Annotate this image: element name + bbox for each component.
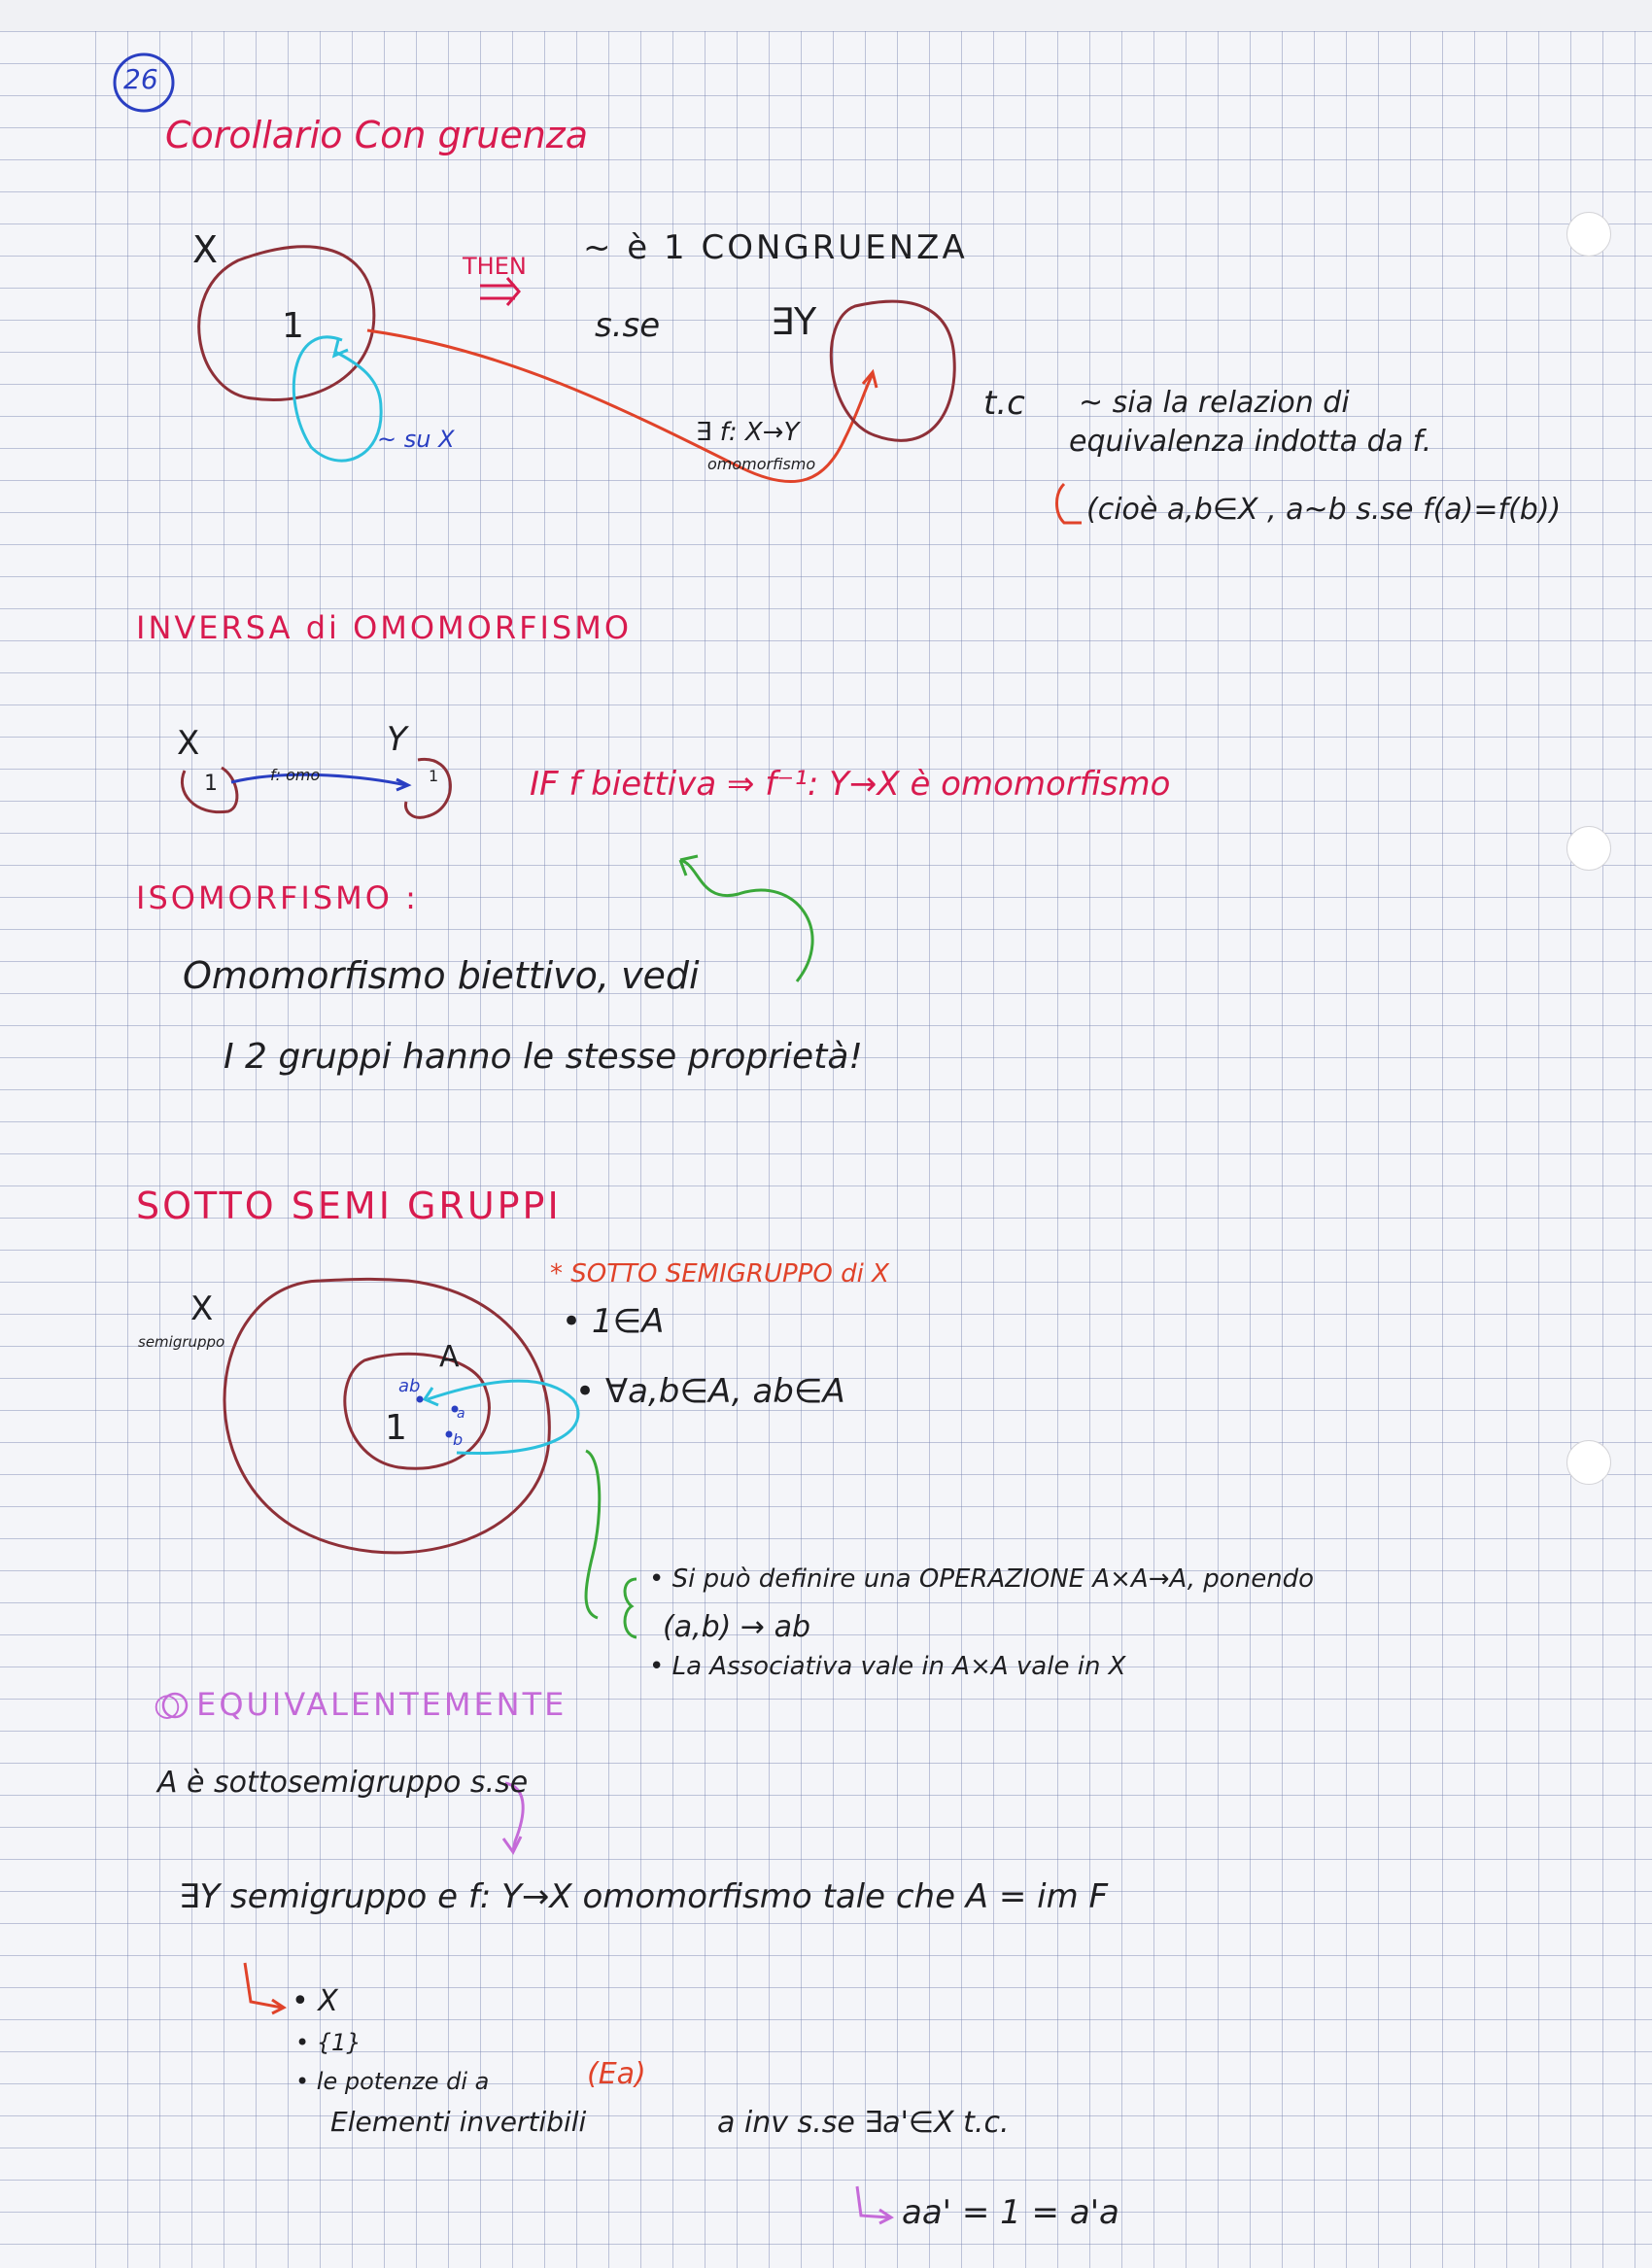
subsemigroup-condition-2: • ∀a,b∈A, ab∈A xyxy=(575,1372,845,1411)
relation-label: ~ su X xyxy=(377,426,455,453)
inversa-identity-y: 1 xyxy=(429,767,439,785)
sse-label: s.se xyxy=(595,306,661,345)
section-title-inversa: INVERSA di OMOMORFISMO xyxy=(136,609,633,646)
example-3: • le potenze di a xyxy=(295,2068,490,2095)
example-4-condition: a inv s.se ∃a'∈X t.c. xyxy=(717,2106,1010,2140)
congruence-statement: ~ è 1 CONGRUENZA xyxy=(583,228,968,267)
cioe-text: (cioè a,b∈X , a~b s.se f(a)=f(b)) xyxy=(1086,493,1562,527)
subsemigroup-a-label: A xyxy=(439,1340,460,1374)
example-3-notation: (Ea) xyxy=(587,2057,646,2091)
consequence-line-2: (a,b) → ab xyxy=(663,1610,811,1644)
semigroup-x-sublabel: semigruppo xyxy=(138,1333,225,1351)
section-title-equivalentemente: ○ EQUIVALENTEMENTE xyxy=(154,1686,568,1723)
section-title-sottosemigruppi: SOTTO SEMI GRUPPI xyxy=(136,1185,562,1227)
point-b-label: b xyxy=(453,1430,464,1449)
then-arrow xyxy=(480,278,519,305)
set-x-label: X xyxy=(192,228,219,271)
example-4: Elementi invertibili xyxy=(330,2106,587,2138)
inversa-statement: IF f biettiva ⇒ f⁻¹: Y→X è omomorfismo xyxy=(530,765,1171,804)
isomorfismo-line-2: I 2 gruppi hanno le stesse proprietà! xyxy=(224,1037,863,1077)
equivalence-line-2: ∃Y semigruppo e f: Y→X omomorfismo tale che A = im F xyxy=(179,1877,1109,1916)
inversa-y-label: Y xyxy=(387,720,407,759)
isomorfismo-line-1: Omomorfismo biettivo, vedi xyxy=(183,954,700,997)
relation-text-line-1: ~ sia la relazion di xyxy=(1079,386,1350,420)
product-ab-label: ab xyxy=(398,1376,421,1396)
set-y-blob xyxy=(831,301,954,440)
brace xyxy=(625,1579,637,1637)
inversa-arrow-label: f: omo xyxy=(270,766,321,784)
point-a-label: a xyxy=(457,1406,465,1422)
section-title-corollario: Corollario Con gruenza xyxy=(165,114,589,156)
consequence-line-3: • La Associativa vale in A×A vale in X xyxy=(649,1652,1126,1681)
relation-text-line-2: equivalenza indotta da f. xyxy=(1069,425,1432,459)
page-number: 26 xyxy=(123,63,158,95)
subsemigroup-definition-title: * SOTTO SEMIGRUPPO di X xyxy=(550,1259,889,1289)
subsemigroup-a-blob xyxy=(345,1354,490,1468)
inversa-identity-x: 1 xyxy=(204,772,218,796)
cioe-arrow xyxy=(1057,484,1083,523)
equivalence-line-1: A è sottosemigruppo s.se xyxy=(157,1766,529,1800)
semigroup-x-label: X xyxy=(190,1289,214,1328)
reference-arrow xyxy=(680,860,812,981)
identity-label: 1 xyxy=(282,306,304,346)
subsemigroup-identity: 1 xyxy=(385,1408,407,1448)
consequence-line-1: • Si può definire una OPERAZIONE A×A→A, ponendo xyxy=(649,1564,1315,1594)
example-1: • X xyxy=(292,1984,338,2018)
example-5: aa' = 1 = a'a xyxy=(902,2193,1119,2232)
morphism-label: ∃ f: X→Y xyxy=(696,418,800,447)
subsemigroup-condition-1: • 1∈A xyxy=(562,1302,665,1341)
section-title-isomorfismo: ISOMORFISMO : xyxy=(136,879,419,916)
example-2: • {1} xyxy=(295,2029,361,2056)
inversa-x-label: X xyxy=(177,724,200,763)
consequence-arrow xyxy=(586,1451,600,1618)
morphism-sublabel: omomorfismo xyxy=(707,455,816,473)
tc-label: t.c xyxy=(983,384,1025,423)
closure-arrow xyxy=(428,1381,578,1453)
exists-y-label: ∃Y xyxy=(771,300,817,343)
then-label: THEN xyxy=(463,253,527,280)
